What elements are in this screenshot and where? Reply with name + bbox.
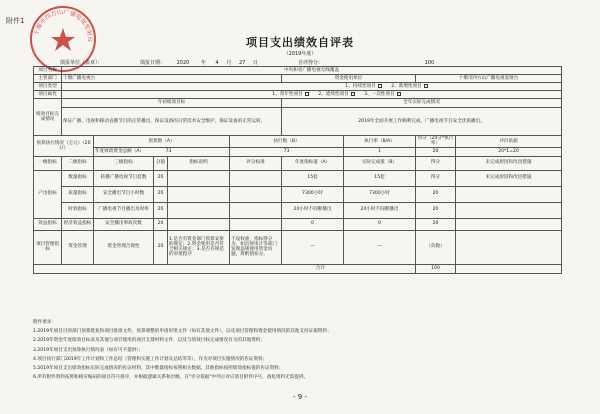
row-score: 20 [416, 202, 456, 218]
table-row [34, 202, 562, 218]
svg-text:十堰市四方山广播电视发射台: 十堰市四方山广播电视发射台 [33, 8, 94, 43]
mgmt-weight: 20 [154, 230, 168, 264]
table-row [34, 218, 562, 230]
benefit-label: 效益指标 [34, 218, 62, 230]
row-actual: 0 [344, 218, 416, 230]
note-line: 4.项目执行部门2019年工作计划和工作总结（管理和实施工作计划及总结等等），作为对项目实施情况的佐证资料； [33, 356, 268, 362]
fund-unit-label: 资金使用单位 [282, 75, 416, 83]
unit-label: 填报单位（盖章）： [60, 60, 103, 66]
row-level3: 安全播出节目小时数 [94, 186, 154, 202]
year-total-label: 年度财政资金总额（A） [95, 148, 145, 154]
evaluation-table [33, 66, 562, 274]
checkbox-icon [351, 92, 355, 96]
row-reason [456, 218, 562, 230]
row-level3: 转播广播电视节目套数 [94, 170, 154, 186]
annual-goal-text: 保证广播、电视和移动直播节目的正常播出，保证设备的日常技术安全维护，保证设备的正常运转。 [62, 108, 282, 136]
total-label: 合计 [34, 264, 416, 273]
note-line: 6.所有附件资料按照和相应编码的项目符号排序，并根据逻辑关系和层级，在"评分依据"中列示对应项目附件序号，备复资料无需提供。 [33, 375, 309, 381]
goals-section-label: 绩效目标完成情况 [34, 99, 62, 136]
attr-options [62, 91, 562, 99]
row-score: 得分 [416, 170, 456, 186]
mgmt-level2: 资金管理 [62, 230, 94, 264]
attachment-label: 附件1 [6, 17, 25, 25]
level2-header: 二级指标 [62, 156, 94, 170]
row-reason: 未完成原因和改进措施 [456, 170, 562, 186]
level3-header: 三级指标 [94, 156, 154, 170]
level1-header: 一级指标 [34, 156, 62, 170]
table-row [34, 186, 562, 202]
budget-section-label: 预算执行情况（万元）（20分） [34, 136, 94, 157]
budget-value: 73 [165, 148, 172, 154]
notes-block [33, 318, 563, 382]
annual-goal-label: 年初绩效目标 [62, 99, 282, 108]
type-label: 项目类型 [34, 83, 62, 91]
target-header: 年度指标值（A） [282, 156, 344, 170]
type-options [62, 83, 562, 91]
date-day: 27 [238, 60, 246, 66]
project-name-label: 项目名称 [34, 67, 62, 75]
attr-option-1: 1、常年性项目 [272, 92, 303, 98]
row-actual: 7300小时 [344, 186, 416, 202]
attr-option-2: 2、延续性项目 [318, 92, 349, 98]
row-actual: 15套 [344, 170, 416, 186]
row-target: 0 [282, 218, 344, 230]
row-level2: 质量指标 [62, 186, 94, 202]
type-option-2: 2、新增性项目 [391, 84, 422, 90]
eval-value: 20*1=20 [456, 147, 562, 156]
exec-value: 73 [230, 147, 344, 156]
eval-header: 评分标准 [230, 156, 282, 170]
mgmt-actual: — [344, 230, 416, 264]
row-actual: 24小时不间断播出 [344, 202, 416, 218]
actual-text: 2019年全面开展工作顺利完成，广播电视节目安全优质播出。 [282, 108, 562, 136]
note-line: 3.2019年项目支出预算执行情况表（如有可不提供）； [33, 347, 144, 353]
row-score: 20 [416, 186, 456, 202]
table-row [34, 230, 562, 264]
table-row [34, 170, 562, 186]
note-line: 5.2019年项目支出绩效指标实际完成情况的佐证材料，其中数量指标按照相关数据，其他指标按照绩效指标值的佐证资料； [33, 366, 284, 372]
date-month: 4 [215, 60, 219, 66]
desc-header: 指标说明 [168, 156, 230, 170]
budget-score-value: 20 [416, 147, 456, 156]
actual-header: 实际完成值（B） [344, 156, 416, 170]
row-level2: 数量指标 [62, 170, 94, 186]
self-score-value: 100 [424, 60, 435, 66]
mgmt-target: — [282, 230, 344, 264]
row-reason [456, 202, 562, 218]
year-total-row [94, 147, 230, 156]
date-day-unit: 日 [252, 60, 258, 66]
type-option-1: 1、持续性项目 [345, 84, 376, 90]
mgmt-label: 项目管理指标 [34, 230, 62, 264]
fund-unit-value: 十堰市四方山广播电视发射台 [416, 75, 562, 83]
checkbox-icon [397, 92, 401, 96]
note-line: 附件要求： [33, 320, 56, 325]
fill-date [140, 59, 258, 66]
row-weight: 20 [154, 186, 168, 202]
exec-label: 执行数（B） [230, 136, 344, 148]
row-level3: 广播电视节目播出及时率 [94, 202, 154, 218]
page-title: 项目支出绩效自评表 [246, 36, 354, 49]
attr-label: 项目属性 [34, 91, 62, 99]
row-reason [456, 186, 562, 202]
note-line: 1.2019年项目目的部门预算批复和项目批准文件，预算调整的申请审批文件（如有其他文件），以及项目管理和资金使用情况的其他支持证据资料； [33, 329, 332, 335]
row-target: 24小时不间断播出 [282, 202, 344, 218]
reason-header: 未完成原因和改进措施 [456, 156, 562, 170]
date-year-unit: 年 [200, 60, 206, 66]
note-line: 2.2019年资金年度绩效目标表及其他与项目使用的项目支撑材料文件，以及与绩效目标完成情况有关的其他资料； [33, 338, 265, 344]
budget-score-label: 得分（20分*执行率） [416, 136, 456, 148]
mgmt-desc: 1.是否有资金部门预算安排的规定；2.资金使用是否符合相关规定；3.是否有规范的审批程序 [168, 230, 230, 264]
total-value: 100 [416, 264, 456, 273]
project-name-value: 中央和省广播电视无线覆盖 [62, 67, 562, 75]
actual-label: 全年实际完成情况 [282, 99, 562, 108]
output-label: 产出指标 [34, 170, 62, 218]
rate-label: 执行率（B/A） [344, 136, 416, 148]
row-score: 20 [416, 218, 456, 230]
mgmt-eval: 不设权重，指标得分为，如出现审计等部门发现违规使用资金问题，将酌情扣分。 [230, 230, 282, 264]
page-number: - 9 - [293, 393, 307, 401]
budget-label: 预算数（A） [94, 136, 230, 148]
checkbox-icon [424, 84, 428, 88]
date-month-unit: 月 [226, 60, 232, 66]
dept-value: 十堰广播电视台 [62, 75, 282, 83]
mgmt-score: （负数） [416, 230, 456, 264]
row-weight: 20 [154, 218, 168, 230]
row-weight: 20 [154, 170, 168, 186]
attr-option-3: 3、一次性项目 [364, 92, 395, 98]
eval-label: 评价依据 [456, 136, 562, 148]
row-target: 7300小时 [282, 186, 344, 202]
dept-label: 主管部门 [34, 75, 62, 83]
date-year: 2020 [176, 60, 190, 66]
mgmt-level3: 资金管理合规性 [94, 230, 154, 264]
row-level2: 经济效益指标 [62, 218, 94, 230]
score-header: 得分 [416, 156, 456, 170]
year-note: （2019年度） [283, 51, 317, 57]
checkbox-icon [305, 92, 309, 96]
row-level3: 安全播出事故次数 [94, 218, 154, 230]
rate-value: 1 [344, 147, 416, 156]
weight-header: 分值 [154, 156, 168, 170]
checkbox-icon [378, 84, 382, 88]
row-weight: 20 [154, 202, 168, 218]
row-level2: 时效指标 [62, 202, 94, 218]
date-label: 填报日期： [140, 60, 166, 66]
row-target: 15套 [282, 170, 344, 186]
self-score-label: 自评得分： [298, 60, 324, 66]
self-score [298, 59, 434, 66]
